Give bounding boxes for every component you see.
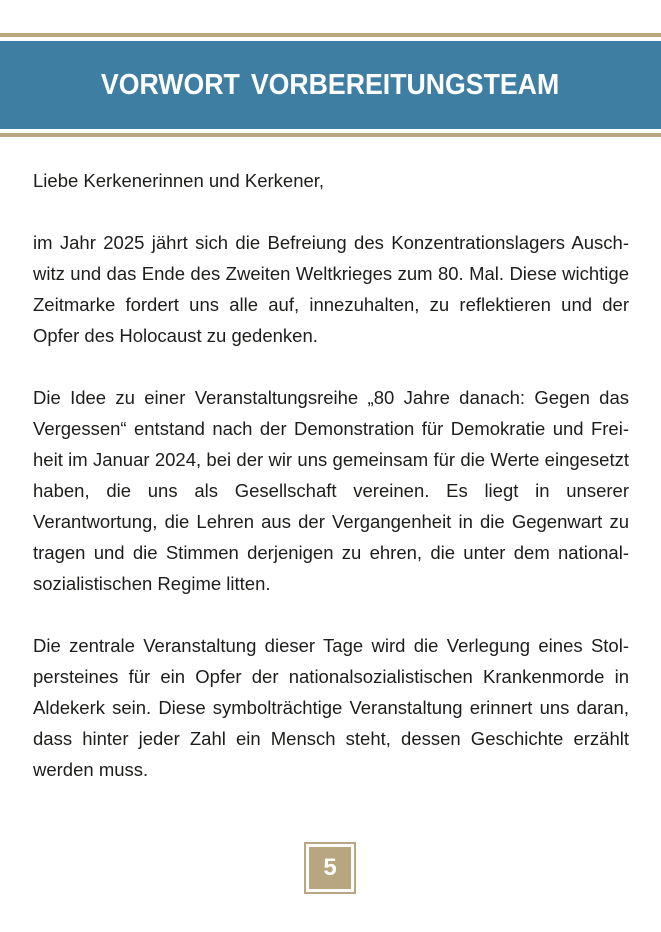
- header-top-rule: [0, 33, 661, 37]
- header-band: [0, 41, 661, 129]
- page-title: VORWORT VORBEREITUNGSTEAM: [101, 68, 560, 101]
- paragraph-1: im Jahr 2025 jährt sich die Befreiung des Konzentrationslagers Auschwitz und das Ende des Zweiten Weltkrieges zum 80. Mal. Diese wichtige Zeitmarke fordert uns alle auf, innezuhalten, zu reflektieren und der Opfer des Holocaust zu gedenken.: [33, 232, 629, 346]
- body-text: [33, 165, 629, 816]
- page-number-badge: [304, 842, 356, 894]
- paragraph-2: Die Idee zu einer Veranstaltungsreihe „80 Jahre danach: Gegen das Vergessen“ entstand nach der Demonstration für Demokratie und Freiheit im Januar 2024, bei der wir uns gemeinsam für die Werte eingesetzt haben, die uns als Gesellschaft vereinen. Es liegt in unserer Verantwortung, die Lehren aus der Vergangenheit in die Gegenwart zu tragen und die Stimmen derjenigen zu ehren, die unter dem nationalsozialistischen Regime litten.: [33, 387, 629, 594]
- paragraph-3: Die zentrale Veranstaltung dieser Tage wird die Verlegung eines Stolpersteines für ein Opfer der nationalsozialistischen Krankenmorde in Aldekerk sein. Diese symbolträchtige Veranstaltung erinnert uns daran, dass hinter jeder Zahl ein Mensch steht, dessen Geschichte erzählt werden muss.: [33, 635, 629, 780]
- salutation: Liebe Kerkenerinnen und Kerkener,: [33, 170, 325, 191]
- page-number: 5: [309, 847, 351, 889]
- header-bottom-rule: [0, 133, 661, 137]
